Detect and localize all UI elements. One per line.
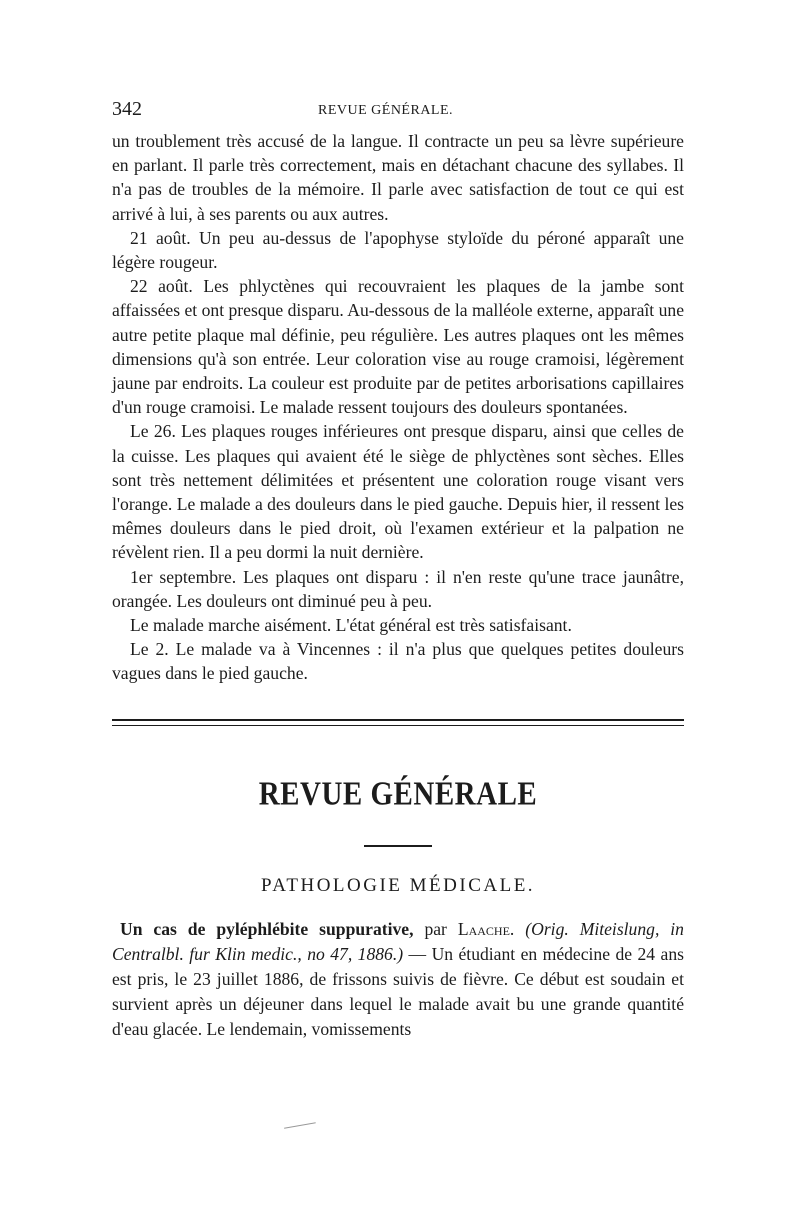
paragraph: 22 août. Les phlyctènes qui recouvraient les plaques de la jambe sont affaissées et ont presque disparu. Au-dessous de la malléole externe, apparaît une autre petite plaque mal définie, peu régulière. Les autres plaques ont les mêmes dimensions qu'à son entrée. Leur coloration vise au rouge cramoisi, légèrement jaune par endroits. La couleur est produite par de petites arborisations capillaires d'un rouge cramoisi. Le malade ressent toujours des douleurs spontanées. bbox=[112, 276, 684, 418]
title-rule bbox=[364, 845, 432, 847]
paragraph: Le 26. Les plaques rouges inférieures ont presque disparu, ainsi que celles de la cuisse. Les plaques qui avaient été le siège de phlyctènes sont sèches. Elles sont très nettement délimitées et présentent une coloration rouge visant vers l'orange. Le malade a des douleurs dans le pied gauche. Depuis hier, il ressent les mêmes douleurs dans le pied droit, où l'examen extérieur et la palpation ne révèlent rien. Il a peu dormi la nuit dernière. bbox=[112, 421, 684, 563]
paragraph: 21 août. Un peu au-dessus de l'apophyse styloïde du péroné apparaît une légère rougeur. bbox=[112, 227, 684, 273]
paragraph: 1er septembre. Les plaques ont disparu : il n'en reste qu'une trace jaunâtre, orangée. Les douleurs ont diminué peu à peu. bbox=[112, 566, 684, 611]
running-head bbox=[112, 98, 684, 128]
book-page bbox=[112, 98, 684, 1042]
article-paragraph bbox=[112, 917, 684, 1042]
paragraph: Le malade marche aisément. L'état général est très satisfaisant. bbox=[130, 615, 572, 636]
page-number: 342 bbox=[112, 98, 142, 120]
article-title: Un cas de pyléphlébite suppurative, bbox=[120, 918, 414, 939]
article-by: par bbox=[424, 918, 447, 939]
section-divider bbox=[112, 719, 684, 726]
divider-thick bbox=[112, 719, 684, 721]
section-subtitle: PATHOLOGIE MÉDICALE. bbox=[260, 874, 536, 896]
article-text: — Un étudiant en médecine de 24 ans est pris, le 23 juillet 1886, de frissons suivis de fièvre. Ce début est soudain et survient après un déjeuner dans lequel le malade avait bu une grande quantité d'eau glacée. Le lendemain, vomissements bbox=[112, 943, 684, 1039]
article-author: Laache. bbox=[457, 918, 515, 939]
divider-thin bbox=[112, 725, 684, 726]
article-source: (Orig. Miteislung, in Centralbl. fur Klin medic., no 47, 1886.) bbox=[112, 918, 684, 964]
case-report-text bbox=[112, 129, 684, 686]
running-title: REVUE GÉNÉRALE. bbox=[318, 103, 454, 118]
paragraph: Le 2. Le malade va à Vincennes : il n'a plus que quelques petites douleurs vagues dans le pied gauche. bbox=[112, 639, 684, 684]
section-title: REVUE GÉNÉRALE bbox=[258, 775, 538, 812]
ink-mark bbox=[284, 1122, 316, 1130]
paragraph: un troublement très accusé de la langue. Il contracte un peu sa lèvre supérieure en parlant. Il parle très correctement, mais en détachant chacune des syllabes. Il n'a pas de troubles de la mémoire. Il parle avec satisfaction de tout ce qui est arrivé à lui, à ses parents ou aux autres. bbox=[112, 131, 684, 224]
article bbox=[112, 917, 684, 1042]
